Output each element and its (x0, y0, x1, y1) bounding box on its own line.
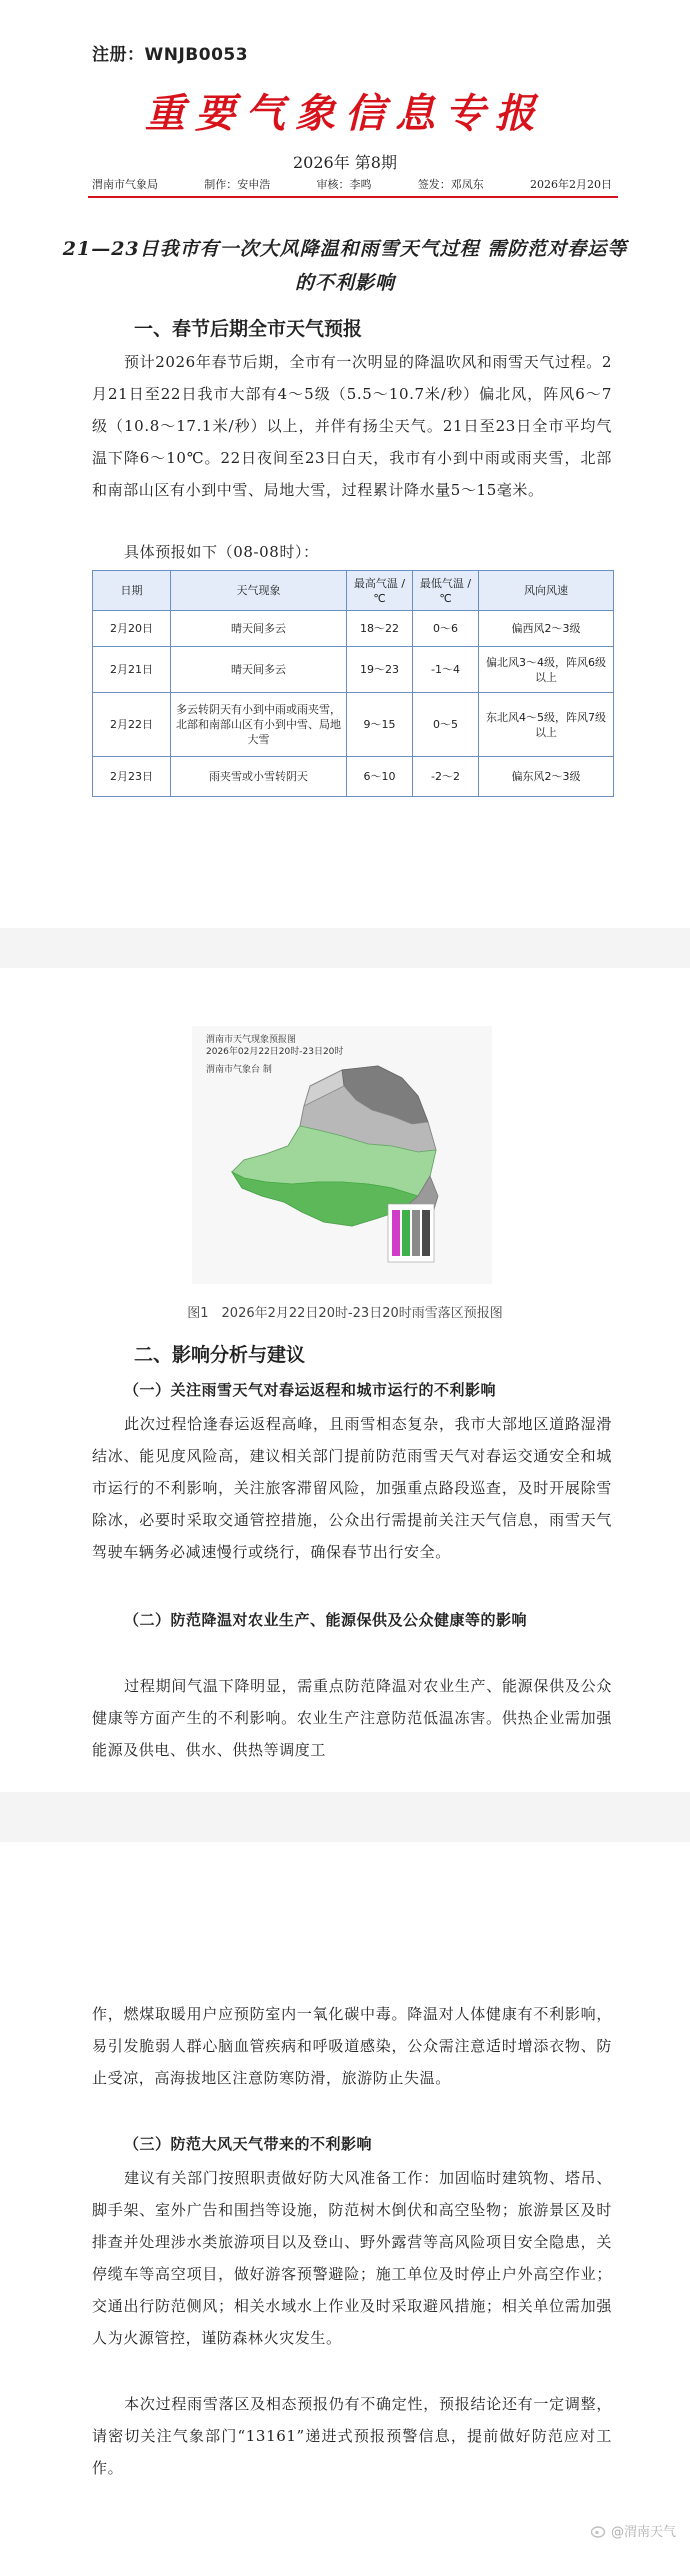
weibo-logo-icon (591, 2524, 607, 2538)
subsection-3-body (92, 2162, 612, 2354)
subsection-1-text: 此次过程恰逢春运返程高峰，且雨雪相态复杂，我市大部地区道路湿滑结冰、能见度风险高，建议相关部门提前防范雨雪天气对春运交通安全和城市运行的不利影响，关注旅客滞留风险，加强重点路段巡查，及时开展除雪除冰，必要时采取交通管控措施，公众出行需提前关注天气信息，雨雪天气驾驶车辆务必减速慢行或绕行，确保春节出行安全。 (92, 1415, 612, 1561)
checker: 审核：李鸣 (316, 178, 372, 191)
table-cell: 6～10 (347, 757, 413, 797)
table-row (93, 611, 614, 647)
table-cell: -1～4 (413, 647, 479, 693)
map-title-line: 渭南市气象台 制 (206, 1065, 272, 1075)
table-cell: 19～23 (347, 647, 413, 693)
subsection-1-body (92, 1408, 612, 1568)
table-cell: 晴天间多云 (171, 647, 347, 693)
map-title-line: 2026年02月22日20时-23日20时 (206, 1047, 344, 1057)
closing-paragraph (92, 2388, 612, 2484)
red-divider (88, 196, 618, 198)
table-cell: 雨夹雪或小雪转阴天 (171, 757, 347, 797)
document-page-2 (0, 968, 690, 1792)
section-1-body (92, 346, 612, 506)
table-header: 风向风速 (479, 571, 614, 611)
table-cell: 0～5 (413, 693, 479, 757)
page-gap (0, 928, 690, 968)
table-cell: 0～6 (413, 611, 479, 647)
map-title (206, 1034, 343, 1076)
table-row (93, 647, 614, 693)
table-cell: 偏北风3～4级，阵风6级以上 (479, 647, 614, 693)
watermark-text: @渭南天气 (610, 2525, 676, 2540)
table-row (93, 693, 614, 757)
page-gap (0, 1792, 690, 1842)
table-cell: 2月21日 (93, 647, 171, 693)
table-cell: 偏东风2～3级 (479, 757, 614, 797)
table-cell: 偏西风2～3级 (479, 611, 614, 647)
maker: 制作：安申浩 (204, 178, 271, 191)
registration-number: 注册：WNJB0053 (92, 45, 249, 65)
issuer-meta-row (92, 176, 612, 192)
map-title-line: 渭南市天气现象预报图 (206, 1035, 297, 1045)
table-intro: 具体预报如下（08-08时）： (124, 543, 319, 561)
subsection-2-body-a (92, 1670, 612, 1766)
subsection-3-title: （三）防范大风天气带来的不利影响 (124, 2135, 373, 2153)
table-cell: 2月22日 (93, 693, 171, 757)
issuing-org: 渭南市气象局 (92, 178, 158, 191)
headline: 21—23日我市有一次大风降温和雨雪天气过程 需防范对春运等的不利影响 (62, 238, 628, 294)
section-1-title: 一、春节后期全市天气预报 (134, 318, 363, 340)
watermark (591, 2521, 676, 2540)
subsection-3-text: 建议有关部门按照职责做好防大风准备工作：加固临时建筑物、塔吊、脚手架、室外广告和围挡等设施，防范树木倒伏和高空坠物；旅游景区及时排查并处理涉水类旅游项目以及登山、野外露营等高风险项目安全隐患，关停缆车等高空项目，做好游客预警避险；施工单位及时停止户外高空作业；交通出行防范侧风；相关水域水上作业及时采取避风措施；相关单位需加强人为火源管控，谨防森林火灾发生。 (92, 2169, 612, 2347)
table-row (93, 757, 614, 797)
masthead-title: 重要气象信息专报 (145, 90, 545, 137)
table-cell: 2月20日 (93, 611, 171, 647)
table-cell: 9～15 (347, 693, 413, 757)
section-2-title: 二、影响分析与建议 (134, 1344, 306, 1366)
table-cell: 东北风4～5级，阵风7级以上 (479, 693, 614, 757)
table-cell: 2月23日 (93, 757, 171, 797)
table-cell: 多云转阴天有小到中雨或雨夹雪，北部和南部山区有小到中雪、局地大雪 (171, 693, 347, 757)
table-cell: -2～2 (413, 757, 479, 797)
table-header: 日期 (93, 571, 171, 611)
issue-date: 2026年2月20日 (530, 178, 612, 191)
table-header: 最低气温 /℃ (413, 571, 479, 611)
table-header: 最高气温 /℃ (347, 571, 413, 611)
issue-number: 2026年 第8期 (293, 153, 397, 172)
table-cell: 晴天间多云 (171, 611, 347, 647)
section-1-text: 预计2026年春节后期，全市有一次明显的降温吹风和雨雪天气过程。2月21日至22日我市大部有4～5级（5.5～10.7米/秒）偏北风，阵风6～7级（10.8～17.1米/秒）以上，并伴有扬尘天气。21日至23日全市平均气温下降6～10℃。22日夜间至23日白天，我市有小到中雨或雨夹雪，北部和南部山区有小到中雪、局地大雪，过程累计降水量5～15毫米。 (92, 353, 612, 499)
table-header: 天气现象 (171, 571, 347, 611)
subsection-2-title (92, 1604, 612, 1636)
document-page-3 (0, 1842, 690, 2554)
table-cell: 18～22 (347, 611, 413, 647)
closing-text: 本次过程雨雪落区及相态预报仍有不确定性，预报结论还有一定调整，请密切关注气象部门“13161”递进式预报预警信息，提前做好防范应对工作。 (92, 2395, 612, 2477)
document-page-1 (0, 0, 690, 928)
issuer: 签发：邓凤东 (417, 178, 484, 191)
subsection-1-title: （一）关注雨雪天气对春运返程和城市运行的不利影响 (124, 1381, 497, 1399)
forecast-table (92, 570, 614, 797)
figure-caption: 图1 2026年2月22日20时-23日20时雨雪落区预报图 (187, 1306, 503, 1321)
subsection-2-title-text: （二）防范降温对农业生产、能源保供及公众健康等的影响 (124, 1611, 528, 1629)
subsection-2-text-a: 过程期间气温下降明显，需重点防范降温对农业生产、能源保供及公众健康等方面产生的不利影响。农业生产注意防范低温冻害。供热企业需加强能源及供电、供水、供热等调度工 (92, 1677, 612, 1759)
subsection-2-body-b: 作，燃煤取暖用户应预防室内一氧化碳中毒。降温对人体健康有不利影响，易引发脆弱人群心脑血管疾病和呼吸道感染，公众需注意适时增添衣物、防止受凉，高海拔地区注意防寒防滑，旅游防止失温。 (92, 2005, 612, 2087)
